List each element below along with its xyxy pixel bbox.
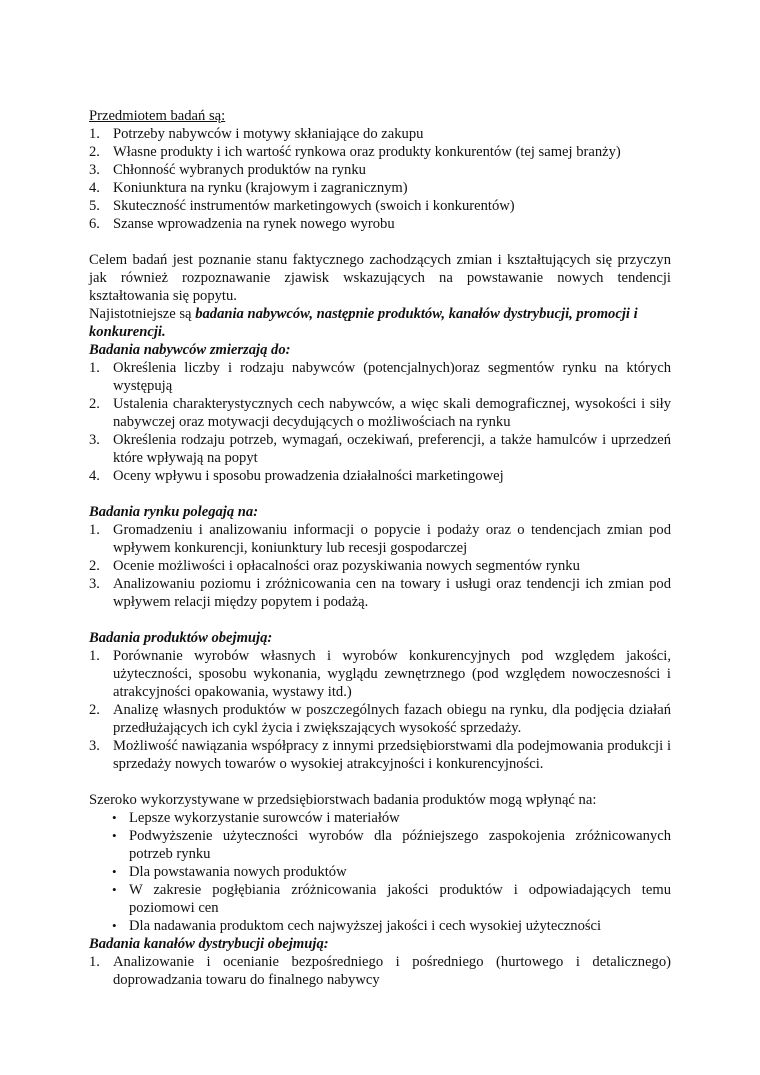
spacer (89, 611, 671, 629)
item-text: Ustalenia charakterystycznych cech nabywców, a więc skali demograficznej, wysokości i siły nabywczej oraz motywacji decydujących o możliwościach na rynku (113, 396, 671, 430)
buyers-heading: Badania nabywców zmierzają do: (89, 342, 291, 358)
list-item (89, 431, 671, 467)
spacer (89, 485, 671, 503)
bullet-text: Lepsze wykorzystanie surowców i materiałów (129, 810, 400, 826)
usage-bullets (89, 809, 671, 935)
item-text: Określenia liczby i rodzaju nabywców (potencjalnych)oraz segmentów rynku na których występują (113, 360, 671, 394)
item-text: Potrzeby nabywców i motywy skłaniające do zakupu (113, 126, 424, 142)
item-number: 6. (89, 216, 100, 232)
key-paragraph (89, 305, 671, 341)
item-number: 2. (89, 702, 100, 718)
bullet-icon: • (112, 864, 117, 879)
key-prefix: Najistotniejsze są (89, 306, 196, 322)
item-text: Skuteczność instrumentów marketingowych (swoich i konkurentów) (113, 198, 515, 214)
document-body (89, 107, 671, 989)
bullet-item (89, 881, 671, 917)
channels-list (89, 953, 671, 989)
item-text: Koniunktura na rynku (krajowym i zagranicznym) (113, 180, 408, 196)
list-item (89, 125, 671, 143)
bullet-item (89, 827, 671, 863)
bullet-icon: • (112, 810, 117, 825)
item-number: 2. (89, 558, 100, 574)
list-item (89, 953, 671, 989)
bullet-item (89, 809, 671, 827)
spacer (89, 233, 671, 251)
bullet-text: Dla nadawania produktom cech najwyższej jakości i cech wysokiej użyteczności (129, 918, 602, 934)
item-number: 3. (89, 576, 100, 592)
list-item (89, 395, 671, 431)
list-item (89, 467, 671, 485)
channels-heading: Badania kanałów dystrybucji obejmują: (89, 936, 329, 952)
item-text: Oceny wpływu i sposobu prowadzenia działalności marketingowej (113, 468, 504, 484)
list-item (89, 521, 671, 557)
item-text: Możliwość nawiązania współpracy z innymi przedsiębiorstwami dla podejmowania produkcji i sprzedaży nowych towarów o wysokiej atrakcyjności i konkurencyjności. (113, 738, 671, 772)
list-item (89, 575, 671, 611)
item-number: 1. (89, 954, 100, 970)
bullet-icon: • (112, 918, 117, 933)
item-number: 3. (89, 738, 100, 754)
item-number: 1. (89, 126, 100, 142)
item-number: 4. (89, 180, 100, 196)
list-item (89, 557, 671, 575)
list-item (89, 647, 671, 701)
item-text: Określenia rodzaju potrzeb, wymagań, oczekiwań, preferencji, a także hamulców i uprzedzeń które wpływają na popyt (113, 432, 671, 466)
key-bold: badania nabywców, następnie produktów, kanałów dystrybucji, promocji i konkurencji. (89, 306, 638, 340)
products-list (89, 647, 671, 773)
list-item (89, 701, 671, 737)
usage-intro: Szeroko wykorzystywane w przedsiębiorstwach badania produktów mogą wpłynąć na: (89, 792, 597, 808)
market-heading: Badania rynku polegają na: (89, 504, 259, 520)
item-text: Analizę własnych produktów w poszczególnych fazach obiegu na rynku, dla podjęcia działań przedłużających ich cykl życia i zwiększających wysokość sprzedaży. (113, 702, 671, 736)
buyers-list (89, 359, 671, 485)
bullet-item (89, 917, 671, 935)
item-number: 4. (89, 468, 100, 484)
item-number: 3. (89, 432, 100, 448)
list-item (89, 359, 671, 395)
item-text: Własne produkty i ich wartość rynkowa oraz produkty konkurentów (tej samej branży) (113, 144, 621, 160)
list-item (89, 197, 671, 215)
item-number: 2. (89, 144, 100, 160)
intro-list (89, 125, 671, 233)
bullet-item (89, 863, 671, 881)
item-text: Analizowaniu poziomu i zróżnicowania cen na towary i usługi oraz tendencji ich zmian pod wpływem relacji między popytem i podażą. (113, 576, 671, 610)
item-text: Gromadzeniu i analizowaniu informacji o popycie i podaży oraz o tendencjach zmian pod wpływem konkurencji, koniunktury lub recesji gospodarczej (113, 522, 671, 556)
goal-paragraph: Celem badań jest poznanie stanu faktycznego zachodzących zmian i kształtujących się przyczyn jak również rozpoznawanie zjawisk wskazujących na powstawanie nowych tendencji kształtowania się popytu. (89, 252, 671, 304)
item-text: Porównanie wyrobów własnych i wyrobów konkurencyjnych pod względem jakości, użyteczności, sposobu wykonania, wyglądu zewnętrznego (pod względem nowoczesności i atrakcyjności opakowania, wystawy itd.) (113, 648, 671, 700)
bullet-icon: • (112, 828, 117, 843)
item-number: 1. (89, 648, 100, 664)
bullet-text: W zakresie pogłębiania zróżnicowania jakości produktów i odpowiadających temu poziomowi cen (129, 882, 671, 916)
item-text: Szanse wprowadzenia na rynek nowego wyrobu (113, 216, 395, 232)
bullet-text: Dla powstawania nowych produktów (129, 864, 347, 880)
item-number: 3. (89, 162, 100, 178)
item-text: Ocenie możliwości i opłacalności oraz pozyskiwania nowych segmentów rynku (113, 558, 580, 574)
bullet-text: Podwyższenie użyteczności wyrobów dla późniejszego zaspokojenia zróżnicowanych potrzeb rynku (129, 828, 671, 862)
list-item (89, 179, 671, 197)
market-list (89, 521, 671, 611)
item-number: 2. (89, 396, 100, 412)
list-item (89, 215, 671, 233)
item-text: Chłonność wybranych produktów na rynku (113, 162, 366, 178)
list-item (89, 143, 671, 161)
item-number: 1. (89, 360, 100, 376)
spacer (89, 773, 671, 791)
products-heading: Badania produktów obejmują: (89, 630, 273, 646)
item-text: Analizowanie i ocenianie bezpośredniego i pośredniego (hurtowego i detalicznego) doprowadzania towaru do finalnego nabywcy (113, 954, 671, 988)
intro-heading: Przedmiotem badań są: (89, 108, 226, 124)
item-number: 1. (89, 522, 100, 538)
list-item (89, 737, 671, 773)
bullet-icon: • (112, 882, 117, 897)
item-number: 5. (89, 198, 100, 214)
list-item (89, 161, 671, 179)
